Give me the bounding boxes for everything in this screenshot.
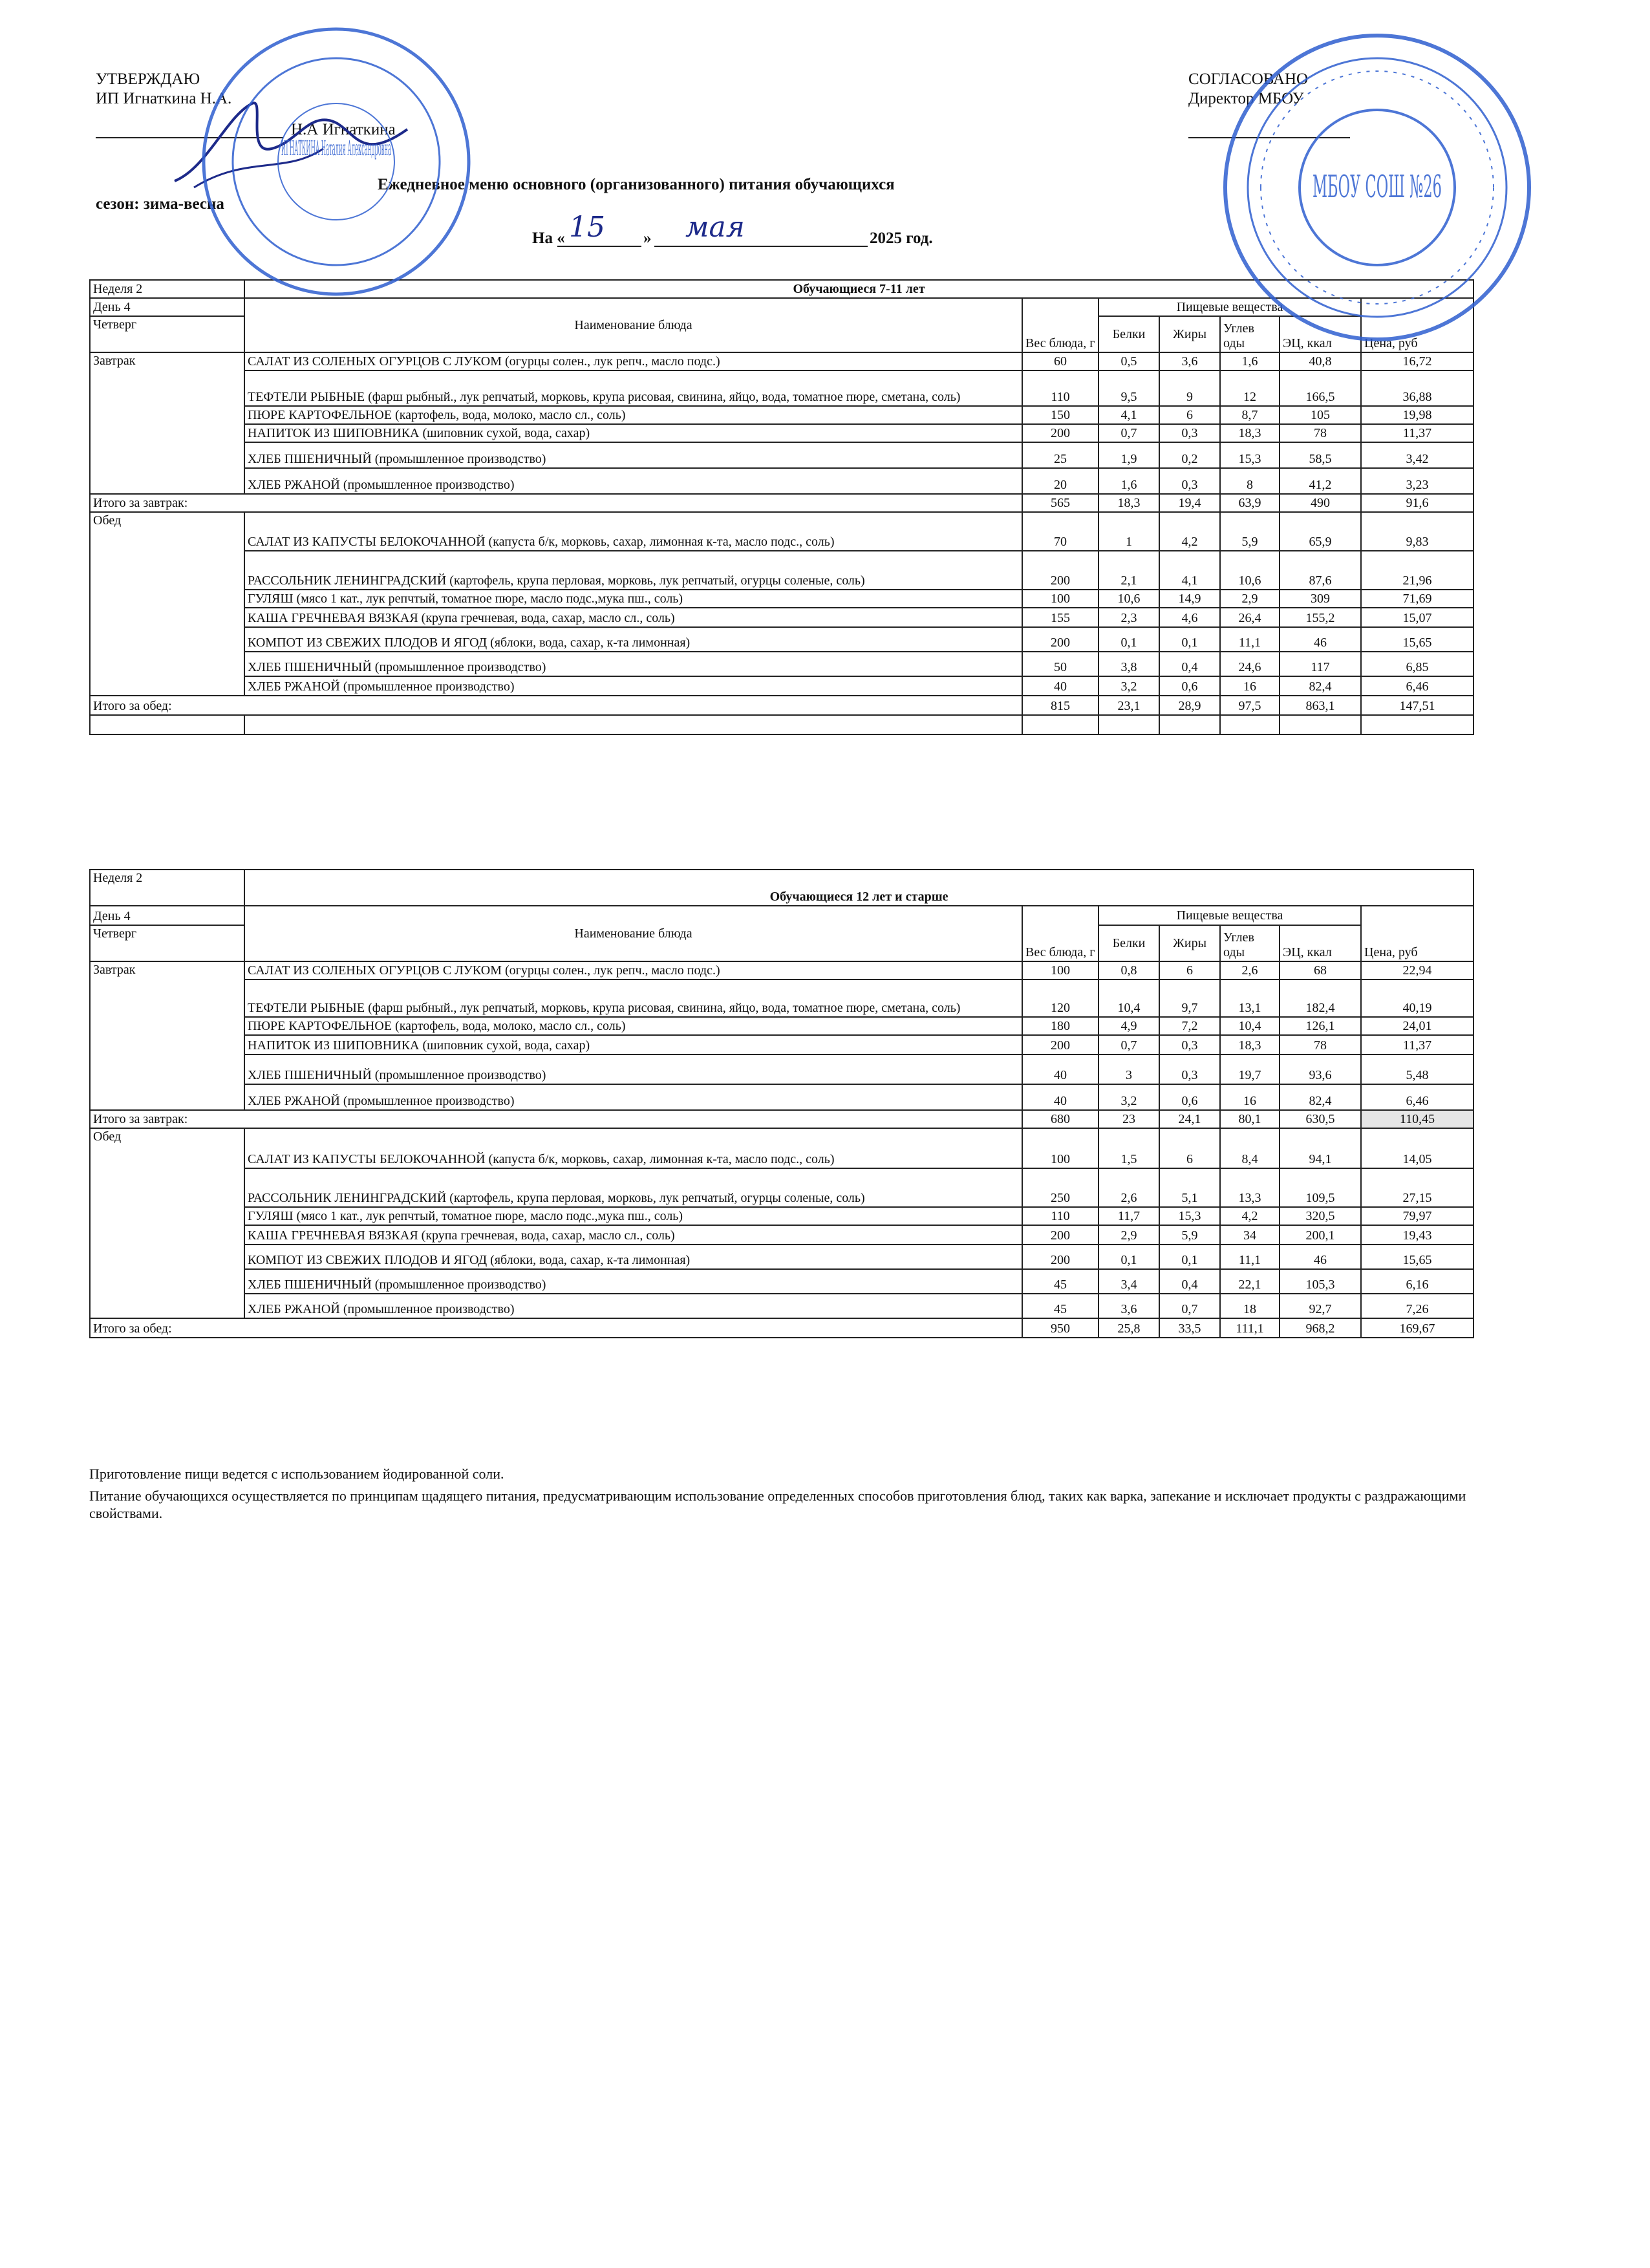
dish-fat: 0,1 — [1159, 1245, 1220, 1269]
dish-carbs: 18,3 — [1220, 1035, 1280, 1054]
season-label: сезон: зима-весна — [96, 195, 224, 213]
meal-label: Обед — [90, 512, 244, 696]
dish-carbs: 34 — [1220, 1225, 1280, 1245]
dish-weight: 40 — [1022, 1084, 1098, 1110]
dish-energy: 320,5 — [1280, 1207, 1361, 1225]
col-header-price: Цена, руб — [1361, 906, 1473, 961]
dish-price: 27,15 — [1361, 1168, 1473, 1207]
dish-fat: 6 — [1159, 1128, 1220, 1168]
meal-label: Обед — [90, 1128, 244, 1318]
dish-weight: 45 — [1022, 1269, 1098, 1294]
dish-carbs: 8 — [1220, 468, 1280, 494]
week-label: Неделя 2 — [90, 870, 244, 906]
total-weight: 815 — [1022, 696, 1098, 715]
dish-name: КОМПОТ ИЗ СВЕЖИХ ПЛОДОВ И ЯГОД (яблоки, вода, сахар, к-та лимонная) — [244, 627, 1022, 652]
left-stamp-center-text: ИГНАТКИНА Наталия Александровна — [281, 136, 391, 160]
dish-name: КОМПОТ ИЗ СВЕЖИХ ПЛОДОВ И ЯГОД (яблоки, вода, сахар, к-та лимонная) — [244, 1245, 1022, 1269]
col-header-name: Наименование блюда — [244, 298, 1022, 352]
dish-energy: 82,4 — [1280, 676, 1361, 696]
dish-protein: 3,4 — [1098, 1269, 1159, 1294]
dish-price: 11,37 — [1361, 1035, 1473, 1054]
dish-fat: 4,2 — [1159, 512, 1220, 551]
weekday-label: Четверг — [90, 316, 244, 352]
table-row — [90, 1017, 1473, 1035]
dish-weight: 155 — [1022, 608, 1098, 627]
dish-name: САЛАТ ИЗ КАПУСТЫ БЕЛОКОЧАННОЙ (капуста б/к, морковь, сахар, лимонная к-та, масло подс., соль) — [244, 1128, 1022, 1168]
dish-carbs: 22,1 — [1220, 1269, 1280, 1294]
table-row — [90, 352, 1473, 370]
dish-name: ХЛЕБ РЖАНОЙ (промышленное производство) — [244, 676, 1022, 696]
col-header-energy: ЭЦ, ккал — [1280, 925, 1361, 961]
dish-fat: 0,3 — [1159, 1035, 1220, 1054]
dish-protein: 0,1 — [1098, 627, 1159, 652]
dish-price: 36,88 — [1361, 370, 1473, 406]
dish-carbs: 12 — [1220, 370, 1280, 406]
dish-energy: 46 — [1280, 1245, 1361, 1269]
dish-energy: 105,3 — [1280, 1269, 1361, 1294]
week-label: Неделя 2 — [90, 280, 244, 298]
dish-protein: 0,5 — [1098, 352, 1159, 370]
dish-carbs: 11,1 — [1220, 1245, 1280, 1269]
dish-price: 6,85 — [1361, 652, 1473, 676]
dish-protein: 1,9 — [1098, 442, 1159, 468]
note-iodized-salt: Приготовление пищи ведется с использованием йодированной соли. — [89, 1466, 504, 1482]
dish-price: 6,46 — [1361, 676, 1473, 696]
dish-carbs: 16 — [1220, 1084, 1280, 1110]
table-row — [90, 512, 1473, 551]
dish-carbs: 5,9 — [1220, 512, 1280, 551]
total-label: Итого за обед: — [90, 1318, 1022, 1338]
dish-carbs: 2,6 — [1220, 961, 1280, 979]
dish-fat: 4,6 — [1159, 608, 1220, 627]
dish-carbs: 13,3 — [1220, 1168, 1280, 1207]
dish-weight: 250 — [1022, 1168, 1098, 1207]
dish-energy: 92,7 — [1280, 1294, 1361, 1318]
dish-fat: 14,9 — [1159, 590, 1220, 608]
dish-weight: 150 — [1022, 406, 1098, 424]
dish-carbs: 18,3 — [1220, 424, 1280, 442]
dish-protein: 0,8 — [1098, 961, 1159, 979]
age-group-title: Обучающиеся 12 лет и старше — [244, 870, 1473, 906]
dish-price: 22,94 — [1361, 961, 1473, 979]
dish-protein: 1,5 — [1098, 1128, 1159, 1168]
dish-name: ПЮРЕ КАРТОФЕЛЬНОЕ (картофель, вода, молоко, масло сл., соль) — [244, 1017, 1022, 1035]
col-header-fat: Жиры — [1159, 316, 1220, 352]
table-row — [90, 551, 1473, 590]
dish-fat: 0,1 — [1159, 627, 1220, 652]
dish-carbs: 8,7 — [1220, 406, 1280, 424]
menu-table-12-plus — [89, 869, 1474, 1338]
dish-price: 21,96 — [1361, 551, 1473, 590]
table-row — [90, 608, 1473, 627]
dish-weight: 200 — [1022, 1225, 1098, 1245]
dish-name: ГУЛЯШ (мясо 1 кат., лук репчтый, томатное пюре, масло подс.,мука пш., соль) — [244, 1207, 1022, 1225]
total-carbs: 80,1 — [1220, 1110, 1280, 1128]
dish-name: КАША ГРЕЧНЕВАЯ ВЯЗКАЯ (крупа гречневая, вода, сахар, масло сл., соль) — [244, 608, 1022, 627]
dish-carbs: 24,6 — [1220, 652, 1280, 676]
dish-name: ХЛЕБ ПШЕНИЧНЫЙ (промышленное производство) — [244, 442, 1022, 468]
dish-weight: 200 — [1022, 551, 1098, 590]
dish-fat: 7,2 — [1159, 1017, 1220, 1035]
dish-fat: 0,6 — [1159, 676, 1220, 696]
total-row — [90, 696, 1473, 715]
total-weight: 680 — [1022, 1110, 1098, 1128]
table-row — [90, 1269, 1473, 1294]
total-fat: 28,9 — [1159, 696, 1220, 715]
date-mid: » — [643, 230, 652, 247]
approve-signature: Н.А Игнаткина — [291, 121, 396, 138]
table-row — [90, 1084, 1473, 1110]
date-month: мая — [685, 211, 745, 244]
dish-energy: 109,5 — [1280, 1168, 1361, 1207]
dish-protein: 2,9 — [1098, 1225, 1159, 1245]
date-month-line — [654, 246, 868, 247]
dish-name: ТЕФТЕЛИ РЫБНЫЕ (фарш рыбный., лук репчатый, морковь, крупа рисовая, свинина, яйцо, вода, томатное пюре, сметана, соль) — [244, 979, 1022, 1017]
table-row — [90, 1128, 1473, 1168]
dish-name: САЛАТ ИЗ КАПУСТЫ БЕЛОКОЧАННОЙ (капуста б/к, морковь, сахар, лимонная к-та, масло подс., соль) — [244, 512, 1022, 551]
dish-carbs: 26,4 — [1220, 608, 1280, 627]
dish-carbs: 18 — [1220, 1294, 1280, 1318]
dish-protein: 10,6 — [1098, 590, 1159, 608]
dish-weight: 200 — [1022, 1035, 1098, 1054]
dish-name: ТЕФТЕЛИ РЫБНЫЕ (фарш рыбный., лук репчатый, морковь, крупа рисовая, свинина, яйцо, вода, томатное пюре, сметана, соль) — [244, 370, 1022, 406]
dish-energy: 93,6 — [1280, 1054, 1361, 1084]
total-row — [90, 494, 1473, 512]
right-stamp-center-text: МБОУ СОШ №26 — [1312, 169, 1442, 205]
dish-weight: 25 — [1022, 442, 1098, 468]
table-row — [90, 627, 1473, 652]
meal-label: Завтрак — [90, 961, 244, 1110]
dish-weight: 110 — [1022, 1207, 1098, 1225]
dish-energy: 200,1 — [1280, 1225, 1361, 1245]
dish-carbs: 8,4 — [1220, 1128, 1280, 1168]
dish-carbs: 15,3 — [1220, 442, 1280, 468]
table-row — [90, 1168, 1473, 1207]
table-row — [90, 424, 1473, 442]
dish-energy: 155,2 — [1280, 608, 1361, 627]
dish-weight: 45 — [1022, 1294, 1098, 1318]
total-price: 147,51 — [1361, 696, 1473, 715]
dish-protein: 3,2 — [1098, 676, 1159, 696]
dish-protein: 0,7 — [1098, 424, 1159, 442]
age-group-title: Обучающиеся 7-11 лет — [244, 280, 1473, 298]
table-row — [90, 979, 1473, 1017]
total-protein: 18,3 — [1098, 494, 1159, 512]
dish-energy: 40,8 — [1280, 352, 1361, 370]
dish-carbs: 2,9 — [1220, 590, 1280, 608]
dish-fat: 5,9 — [1159, 1225, 1220, 1245]
dish-weight: 40 — [1022, 676, 1098, 696]
total-carbs: 63,9 — [1220, 494, 1280, 512]
dish-name: ХЛЕБ РЖАНОЙ (промышленное производство) — [244, 1084, 1022, 1110]
total-row — [90, 1318, 1473, 1338]
total-label: Итого за завтрак: — [90, 1110, 1022, 1128]
dish-price: 14,05 — [1361, 1128, 1473, 1168]
dish-name: ГУЛЯШ (мясо 1 кат., лук репчтый, томатное пюре, масло подс.,мука пш., соль) — [244, 590, 1022, 608]
dish-protein: 1 — [1098, 512, 1159, 551]
dish-price: 7,26 — [1361, 1294, 1473, 1318]
dish-fat: 3,6 — [1159, 352, 1220, 370]
dish-price: 79,97 — [1361, 1207, 1473, 1225]
spacer-row — [90, 715, 1473, 734]
col-header-weight: Вес блюда, г — [1022, 906, 1098, 961]
dish-protein: 0,7 — [1098, 1035, 1159, 1054]
dish-energy: 65,9 — [1280, 512, 1361, 551]
total-label: Итого за завтрак: — [90, 494, 1022, 512]
dish-price: 15,65 — [1361, 627, 1473, 652]
agree-title: СОГЛАСОВАНО — [1188, 70, 1309, 88]
dish-protein: 2,6 — [1098, 1168, 1159, 1207]
dish-name: САЛАТ ИЗ СОЛЕНЫХ ОГУРЦОВ С ЛУКОМ (огурцы солен., лук репч., масло подс.) — [244, 352, 1022, 370]
table-row — [90, 676, 1473, 696]
total-energy: 630,5 — [1280, 1110, 1361, 1128]
dish-carbs: 1,6 — [1220, 352, 1280, 370]
table-row — [90, 652, 1473, 676]
dish-protein: 9,5 — [1098, 370, 1159, 406]
dish-carbs: 19,7 — [1220, 1054, 1280, 1084]
day-label: День 4 — [90, 298, 244, 316]
dish-fat: 0,2 — [1159, 442, 1220, 468]
total-label: Итого за обед: — [90, 696, 1022, 715]
col-header-protein: Белки — [1098, 925, 1159, 961]
table-row — [90, 961, 1473, 979]
dish-energy: 309 — [1280, 590, 1361, 608]
table-row — [90, 1225, 1473, 1245]
table-row — [90, 590, 1473, 608]
approve-title: УТВЕРЖДАЮ — [96, 70, 200, 88]
dish-fat: 15,3 — [1159, 1207, 1220, 1225]
approve-person: ИП Игнаткина Н.А. — [96, 90, 232, 107]
dish-weight: 50 — [1022, 652, 1098, 676]
dish-name: РАССОЛЬНИК ЛЕНИНГРАДСКИЙ (картофель, крупа перловая, морковь, лук репчатый, огурцы соленые, соль) — [244, 551, 1022, 590]
table-row — [90, 1294, 1473, 1318]
dish-carbs: 16 — [1220, 676, 1280, 696]
dish-weight: 120 — [1022, 979, 1098, 1017]
dish-price: 11,37 — [1361, 424, 1473, 442]
dish-price: 6,16 — [1361, 1269, 1473, 1294]
table-row — [90, 468, 1473, 494]
col-header-nutrients: Пищевые вещества — [1098, 906, 1361, 925]
dish-energy: 117 — [1280, 652, 1361, 676]
dish-protein: 3,2 — [1098, 1084, 1159, 1110]
meal-label: Завтрак — [90, 352, 244, 494]
total-carbs: 97,5 — [1220, 696, 1280, 715]
total-protein: 23,1 — [1098, 696, 1159, 715]
total-energy: 863,1 — [1280, 696, 1361, 715]
dish-carbs: 11,1 — [1220, 627, 1280, 652]
table-row — [90, 442, 1473, 468]
dish-fat: 5,1 — [1159, 1168, 1220, 1207]
dish-price: 3,23 — [1361, 468, 1473, 494]
note-gentle-nutrition: Питание обучающихся осуществляется по принципам щадящего питания, предусматривающим использование определенных способов приготовления блюд, таких как варка, запекание и исключает продукты с раздражающими свойствами. — [89, 1488, 1466, 1521]
dish-price: 9,83 — [1361, 512, 1473, 551]
dish-protein: 0,1 — [1098, 1245, 1159, 1269]
table-row — [90, 1207, 1473, 1225]
table-row — [90, 370, 1473, 406]
dish-price: 6,46 — [1361, 1084, 1473, 1110]
dish-weight: 20 — [1022, 468, 1098, 494]
dish-price: 24,01 — [1361, 1017, 1473, 1035]
dish-protein: 4,1 — [1098, 406, 1159, 424]
dish-weight: 70 — [1022, 512, 1098, 551]
dish-weight: 100 — [1022, 1128, 1098, 1168]
table-row — [90, 406, 1473, 424]
dish-protein: 4,9 — [1098, 1017, 1159, 1035]
dish-price: 15,07 — [1361, 608, 1473, 627]
total-price: 110,45 — [1361, 1110, 1473, 1128]
col-header-weight: Вес блюда, г — [1022, 298, 1098, 352]
col-header-carbs: Углев оды — [1220, 925, 1280, 961]
total-row — [90, 1110, 1473, 1128]
dish-name: ХЛЕБ ПШЕНИЧНЫЙ (промышленное производство) — [244, 1054, 1022, 1084]
dish-protein: 11,7 — [1098, 1207, 1159, 1225]
dish-name: САЛАТ ИЗ СОЛЕНЫХ ОГУРЦОВ С ЛУКОМ (огурцы солен., лук репч., масло подс.) — [244, 961, 1022, 979]
total-carbs: 111,1 — [1220, 1318, 1280, 1338]
right-stamp — [1216, 26, 1539, 349]
dish-energy: 166,5 — [1280, 370, 1361, 406]
total-fat: 24,1 — [1159, 1110, 1220, 1128]
agree-person: Директор МБОУ — [1188, 90, 1304, 107]
dish-protein: 3,8 — [1098, 652, 1159, 676]
dish-carbs: 13,1 — [1220, 979, 1280, 1017]
date-day-line — [557, 246, 641, 247]
document-title: Ежедневное меню основного (организованного) питания обучающихся — [378, 176, 895, 193]
dish-weight: 180 — [1022, 1017, 1098, 1035]
dish-energy: 87,6 — [1280, 551, 1361, 590]
dish-weight: 110 — [1022, 370, 1098, 406]
dish-weight: 200 — [1022, 1245, 1098, 1269]
dish-fat: 0,4 — [1159, 652, 1220, 676]
dish-name: КАША ГРЕЧНЕВАЯ ВЯЗКАЯ (крупа гречневая, вода, сахар, масло сл., соль) — [244, 1225, 1022, 1245]
dish-energy: 41,2 — [1280, 468, 1361, 494]
left-stamp — [194, 19, 478, 304]
dish-energy: 68 — [1280, 961, 1361, 979]
date-suffix: 2025 год. — [870, 230, 933, 247]
day-label: День 4 — [90, 906, 244, 925]
col-header-energy: ЭЦ, ккал — [1280, 316, 1361, 352]
dish-protein: 1,6 — [1098, 468, 1159, 494]
table-row — [90, 1054, 1473, 1084]
col-header-protein: Белки — [1098, 316, 1159, 352]
dish-price: 19,98 — [1361, 406, 1473, 424]
dish-weight: 200 — [1022, 627, 1098, 652]
dish-energy: 82,4 — [1280, 1084, 1361, 1110]
dish-name: ХЛЕБ ПШЕНИЧНЫЙ (промышленное производство) — [244, 1269, 1022, 1294]
dish-protein: 3 — [1098, 1054, 1159, 1084]
dish-energy: 58,5 — [1280, 442, 1361, 468]
dish-price: 19,43 — [1361, 1225, 1473, 1245]
dish-energy: 182,4 — [1280, 979, 1361, 1017]
col-header-name: Наименование блюда — [244, 906, 1022, 961]
total-fat: 19,4 — [1159, 494, 1220, 512]
col-header-fat: Жиры — [1159, 925, 1220, 961]
dish-fat: 0,7 — [1159, 1294, 1220, 1318]
dish-protein: 10,4 — [1098, 979, 1159, 1017]
dish-price: 5,48 — [1361, 1054, 1473, 1084]
dish-weight: 100 — [1022, 590, 1098, 608]
dish-carbs: 10,6 — [1220, 551, 1280, 590]
table-row — [90, 1245, 1473, 1269]
dish-price: 15,65 — [1361, 1245, 1473, 1269]
total-energy: 968,2 — [1280, 1318, 1361, 1338]
dish-protein: 2,1 — [1098, 551, 1159, 590]
dish-fat: 6 — [1159, 961, 1220, 979]
dish-name: ПЮРЕ КАРТОФЕЛЬНОЕ (картофель, вода, молоко, масло сл., соль) — [244, 406, 1022, 424]
dish-fat: 9 — [1159, 370, 1220, 406]
dish-price: 40,19 — [1361, 979, 1473, 1017]
col-header-price: Цена, руб — [1361, 298, 1473, 352]
total-energy: 490 — [1280, 494, 1361, 512]
date-day: 15 — [569, 211, 605, 244]
dish-energy: 94,1 — [1280, 1128, 1361, 1168]
dish-fat: 6 — [1159, 406, 1220, 424]
total-protein: 25,8 — [1098, 1318, 1159, 1338]
total-fat: 33,5 — [1159, 1318, 1220, 1338]
dish-protein: 2,3 — [1098, 608, 1159, 627]
dish-energy: 126,1 — [1280, 1017, 1361, 1035]
dish-fat: 0,6 — [1159, 1084, 1220, 1110]
dish-fat: 4,1 — [1159, 551, 1220, 590]
dish-fat: 0,3 — [1159, 424, 1220, 442]
total-weight: 950 — [1022, 1318, 1098, 1338]
dish-protein: 3,6 — [1098, 1294, 1159, 1318]
dish-fat: 9,7 — [1159, 979, 1220, 1017]
dish-price: 71,69 — [1361, 590, 1473, 608]
dish-weight: 60 — [1022, 352, 1098, 370]
dish-fat: 0,3 — [1159, 1054, 1220, 1084]
dish-name: ХЛЕБ РЖАНОЙ (промышленное производство) — [244, 1294, 1022, 1318]
table-row — [90, 1035, 1473, 1054]
weekday-label: Четверг — [90, 925, 244, 961]
dish-weight: 200 — [1022, 424, 1098, 442]
dish-name: ХЛЕБ РЖАНОЙ (промышленное производство) — [244, 468, 1022, 494]
dish-weight: 40 — [1022, 1054, 1098, 1084]
total-price: 169,67 — [1361, 1318, 1473, 1338]
total-weight: 565 — [1022, 494, 1098, 512]
dish-energy: 105 — [1280, 406, 1361, 424]
dish-fat: 0,4 — [1159, 1269, 1220, 1294]
dish-weight: 100 — [1022, 961, 1098, 979]
dish-price: 3,42 — [1361, 442, 1473, 468]
dish-energy: 78 — [1280, 424, 1361, 442]
dish-price: 16,72 — [1361, 352, 1473, 370]
dish-carbs: 4,2 — [1220, 1207, 1280, 1225]
dish-name: НАПИТОК ИЗ ШИПОВНИКА (шиповник сухой, вода, сахар) — [244, 424, 1022, 442]
dish-carbs: 10,4 — [1220, 1017, 1280, 1035]
dish-energy: 46 — [1280, 627, 1361, 652]
dish-name: НАПИТОК ИЗ ШИПОВНИКА (шиповник сухой, вода, сахар) — [244, 1035, 1022, 1054]
col-header-carbs: Углев оды — [1220, 316, 1280, 352]
dish-energy: 78 — [1280, 1035, 1361, 1054]
total-protein: 23 — [1098, 1110, 1159, 1128]
total-price: 91,6 — [1361, 494, 1473, 512]
dish-name: РАССОЛЬНИК ЛЕНИНГРАДСКИЙ (картофель, крупа перловая, морковь, лук репчатый, огурцы соленые, соль) — [244, 1168, 1022, 1207]
col-header-nutrients: Пищевые вещества — [1098, 298, 1361, 316]
date-prefix: На « — [532, 230, 565, 247]
dish-fat: 0,3 — [1159, 468, 1220, 494]
dish-name: ХЛЕБ ПШЕНИЧНЫЙ (промышленное производство) — [244, 652, 1022, 676]
